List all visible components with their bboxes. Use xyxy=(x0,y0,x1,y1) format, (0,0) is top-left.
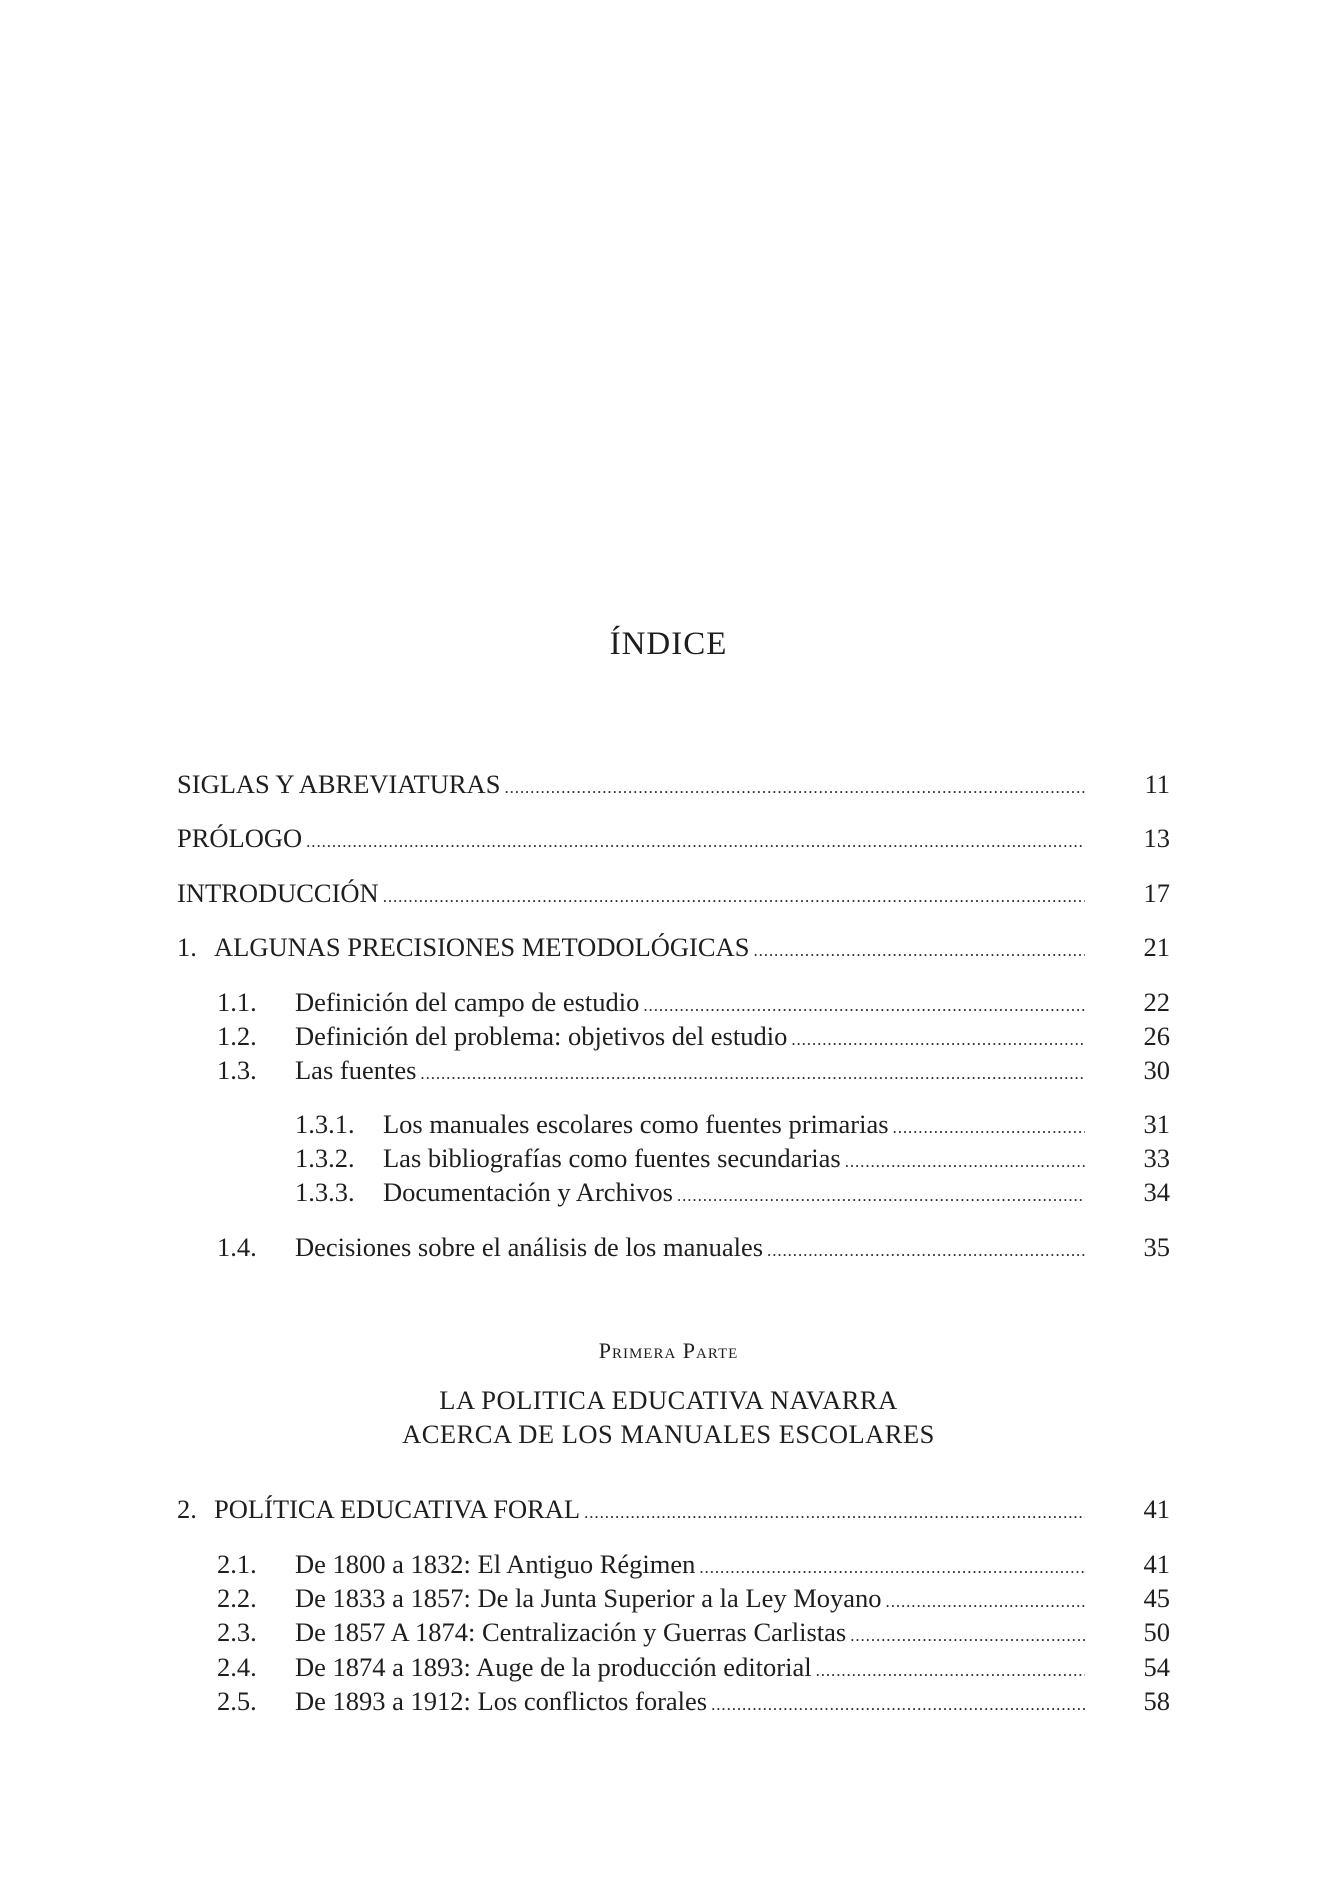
toc-entry-section-2-1 xyxy=(177,1547,1170,1581)
leader-dots xyxy=(886,1585,1085,1619)
entry-page: 11 xyxy=(1144,769,1170,799)
entry-page: 34 xyxy=(1143,1177,1170,1207)
toc-entry-chapter-2 xyxy=(177,1492,1170,1526)
entry-number: 1.4. xyxy=(217,1232,257,1262)
entry-number: 2.3. xyxy=(217,1617,257,1647)
entry-number: 1.3.2. xyxy=(295,1143,355,1173)
entry-number: 1.3.3. xyxy=(295,1177,355,1207)
part-title-line-2: ACERCA DE LOS MANUALES ESCOLARES xyxy=(402,1419,935,1449)
entry-label: De 1874 a 1893: Auge de la producción editorial xyxy=(295,1652,812,1682)
entry-label: De 1893 a 1912: Los conflictos forales xyxy=(295,1686,708,1716)
toc-entry-section-2-2 xyxy=(177,1581,1170,1615)
leader-dots xyxy=(816,1654,1085,1688)
entry-label: De 1833 a 1857: De la Junta Superior a la Ley Moyano xyxy=(295,1583,882,1613)
entry-page: 45 xyxy=(1143,1583,1170,1613)
leader-dots xyxy=(850,1619,1085,1653)
entry-number: 1.3.1. xyxy=(295,1109,355,1139)
toc-entry-section-1-2 xyxy=(177,1019,1170,1053)
entry-number: 2.4. xyxy=(217,1652,257,1682)
entry-number: 2. xyxy=(177,1494,197,1524)
entry-page: 26 xyxy=(1143,1021,1170,1051)
toc-entry-subsection-1-3-3 xyxy=(177,1175,1170,1209)
entry-page: 30 xyxy=(1143,1055,1170,1085)
entry-label: Las fuentes xyxy=(295,1055,417,1085)
entry-label: SIGLAS Y ABREVIATURAS xyxy=(177,769,501,799)
entry-page: 41 xyxy=(1143,1549,1170,1579)
entry-number: 1.3. xyxy=(217,1055,257,1085)
leader-dots xyxy=(306,825,1085,859)
entry-label: Las bibliografías como fuentes secundarias xyxy=(383,1143,841,1173)
entry-page: 22 xyxy=(1143,987,1170,1017)
entry-label: ALGUNAS PRECISIONES METODOLÓGICAS xyxy=(214,932,750,962)
entry-label: Definición del problema: objetivos del estudio xyxy=(295,1021,788,1051)
entry-label: Decisiones sobre el análisis de los manuales xyxy=(295,1232,764,1262)
toc-entry-section-2-3 xyxy=(177,1615,1170,1649)
toc-entry-section-1-4 xyxy=(177,1230,1170,1264)
leader-dots xyxy=(677,1179,1085,1213)
entry-page: 31 xyxy=(1143,1109,1170,1139)
leader-dots xyxy=(753,934,1085,968)
leader-dots xyxy=(767,1234,1085,1268)
leader-dots xyxy=(791,1023,1085,1057)
entry-page: 58 xyxy=(1143,1686,1170,1716)
part-title-line-1: LA POLITICA EDUCATIVA NAVARRA xyxy=(439,1385,898,1415)
toc-entry-section-2-4 xyxy=(177,1650,1170,1684)
entry-label: INTRODUCCIÓN xyxy=(177,878,379,908)
leader-dots xyxy=(584,1496,1085,1530)
entry-label: Los manuales escolares como fuentes primarias xyxy=(383,1109,889,1139)
toc-entry-subsection-1-3-1 xyxy=(177,1107,1170,1141)
entry-page: 33 xyxy=(1143,1143,1170,1173)
leader-dots xyxy=(845,1145,1085,1179)
entry-page: 13 xyxy=(1143,823,1170,853)
toc-entry-subsection-1-3-2 xyxy=(177,1141,1170,1175)
page-title: ÍNDICE xyxy=(609,626,728,662)
leader-dots xyxy=(420,1057,1085,1091)
toc-entry-prologo xyxy=(177,821,1170,855)
leader-dots xyxy=(504,771,1085,805)
toc-entry-section-1-1 xyxy=(177,985,1170,1019)
leader-dots xyxy=(699,1551,1085,1585)
leader-dots xyxy=(383,880,1085,914)
part-label: Primera Parte xyxy=(598,1338,739,1363)
entry-number: 2.2. xyxy=(217,1583,257,1613)
entry-number: 2.1. xyxy=(217,1549,257,1579)
toc-entry-introduccion xyxy=(177,876,1170,910)
entry-page: 17 xyxy=(1143,878,1170,908)
entry-label: POLÍTICA EDUCATIVA FORAL xyxy=(214,1494,581,1524)
entry-label: De 1857 A 1874: Centralización y Guerras Carlistas xyxy=(295,1617,847,1647)
entry-page: 54 xyxy=(1143,1652,1170,1682)
toc-entry-section-2-5 xyxy=(177,1684,1170,1718)
entry-page: 21 xyxy=(1143,932,1170,962)
entry-number: 1.1. xyxy=(217,987,257,1017)
toc-entry-siglas xyxy=(177,767,1170,801)
entry-label: Definición del campo de estudio xyxy=(295,987,640,1017)
leader-dots xyxy=(711,1688,1085,1722)
entry-label: PRÓLOGO xyxy=(177,823,303,853)
leader-dots xyxy=(893,1111,1085,1145)
entry-page: 50 xyxy=(1143,1617,1170,1647)
entry-page: 35 xyxy=(1143,1232,1170,1262)
toc-entry-section-1-3 xyxy=(177,1053,1170,1087)
entry-number: 2.5. xyxy=(217,1686,257,1716)
entry-number: 1.2. xyxy=(217,1021,257,1051)
entry-label: De 1800 a 1832: El Antiguo Régimen xyxy=(295,1549,696,1579)
entry-number: 1. xyxy=(177,932,197,962)
entry-label: Documentación y Archivos xyxy=(383,1177,673,1207)
entry-page: 41 xyxy=(1143,1494,1170,1524)
toc-entry-chapter-1 xyxy=(177,930,1170,964)
leader-dots xyxy=(643,989,1085,1023)
